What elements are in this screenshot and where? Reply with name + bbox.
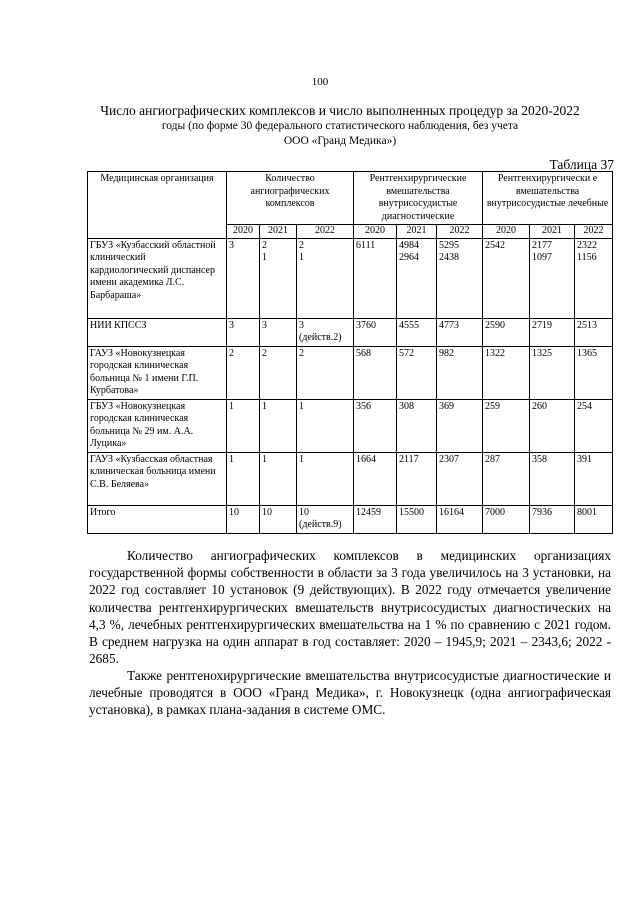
page-number: 100 xyxy=(311,76,329,88)
value-cell: 1 xyxy=(227,452,260,505)
value-cell: 1664 xyxy=(354,452,397,505)
table-row xyxy=(88,346,613,399)
table-label: Таблица 37 xyxy=(549,157,614,172)
year-cell: 2020 xyxy=(483,225,530,239)
year-cell: 2020 xyxy=(354,225,397,239)
org-name-cell: ГБУЗ «Кузбасский областной клинический кардиологический диспансер имени академика Л.С. Барбараша» xyxy=(88,238,227,318)
value-cell: 2590 xyxy=(483,318,530,346)
value-cell: 308 xyxy=(397,399,437,452)
header-treatment: Рентгенхирургически е вмешательства внутрисосудистые лечебные xyxy=(483,172,613,225)
value-cell: 8001 xyxy=(575,505,613,533)
value-cell: 2719 xyxy=(530,318,575,346)
org-name-cell: НИИ КПССЗ xyxy=(88,318,227,346)
value-cell: 259 xyxy=(483,399,530,452)
value-cell: 15500 xyxy=(397,505,437,533)
year-cell: 2022 xyxy=(437,225,483,239)
value-cell: 3 xyxy=(227,238,260,318)
value-cell: 2307 xyxy=(437,452,483,505)
value-cell: 10 (действ.9) xyxy=(297,505,354,533)
value-cell: 4555 xyxy=(397,318,437,346)
value-cell: 4773 xyxy=(437,318,483,346)
value-cell: 16164 xyxy=(437,505,483,533)
title-line-1: Число ангиографических комплексов и число выполненных процедур за 2020-2022 xyxy=(100,103,580,118)
value-cell: 7936 xyxy=(530,505,575,533)
year-cell: 2021 xyxy=(397,225,437,239)
title-line-2: годы (по форме 30 федерального статистического наблюдения, без учета xyxy=(161,120,519,132)
value-cell: 2513 xyxy=(575,318,613,346)
value-cell: 7000 xyxy=(483,505,530,533)
value-cell: 356 xyxy=(354,399,397,452)
value-cell: 1 xyxy=(260,452,297,505)
org-name-cell: ГБУЗ «Новокузнецкая городская клиническая больница № 29 им. А.А. Луцика» xyxy=(88,399,227,452)
value-cell: 568 xyxy=(354,346,397,399)
value-cell: 2 xyxy=(297,346,354,399)
value-cell: 2 1 xyxy=(260,238,297,318)
paragraph-2 xyxy=(89,667,611,719)
table-row xyxy=(88,505,613,533)
value-cell: 260 xyxy=(530,399,575,452)
table-row xyxy=(88,452,613,505)
year-cell: 2022 xyxy=(297,225,354,239)
year-cell: 2022 xyxy=(575,225,613,239)
value-cell: 287 xyxy=(483,452,530,505)
value-cell: 254 xyxy=(575,399,613,452)
header-org: Медицинская организация xyxy=(88,172,227,239)
value-cell: 982 xyxy=(437,346,483,399)
year-cell: 2021 xyxy=(260,225,297,239)
value-cell: 1322 xyxy=(483,346,530,399)
value-cell: 2 1 xyxy=(297,238,354,318)
table-row xyxy=(88,238,613,318)
org-name-cell: ГАУЗ «Новокузнецкая городская клиническая больница № 1 имени Г.П. Курбатова» xyxy=(88,346,227,399)
value-cell: 2 xyxy=(227,346,260,399)
value-cell: 1 xyxy=(297,399,354,452)
value-cell: 3 xyxy=(227,318,260,346)
title-line-3: ООО «Гранд Медика») xyxy=(283,135,397,147)
value-cell: 391 xyxy=(575,452,613,505)
value-cell: 2 xyxy=(260,346,297,399)
org-name-cell: Итого xyxy=(88,505,227,533)
value-cell: 572 xyxy=(397,346,437,399)
data-table xyxy=(87,171,613,534)
value-cell: 5295 2438 xyxy=(437,238,483,318)
value-cell: 6111 xyxy=(354,238,397,318)
value-cell: 1325 xyxy=(530,346,575,399)
year-cell: 2020 xyxy=(227,225,260,239)
header-row xyxy=(88,172,613,225)
value-cell: 1 xyxy=(227,399,260,452)
value-cell: 10 xyxy=(260,505,297,533)
value-cell: 358 xyxy=(530,452,575,505)
header-diagnostic: Рентгенхирургические вмешательства внутрисосудистые диагностические xyxy=(354,172,483,225)
value-cell: 3 (действ.2) xyxy=(297,318,354,346)
value-cell: 369 xyxy=(437,399,483,452)
document-title xyxy=(60,102,620,149)
value-cell: 1 xyxy=(297,452,354,505)
table-row xyxy=(88,399,613,452)
value-cell: 2322 1156 xyxy=(575,238,613,318)
value-cell: 2542 xyxy=(483,238,530,318)
value-cell: 2177 1097 xyxy=(530,238,575,318)
header-complexes: Количество ангиографических комплексов xyxy=(227,172,354,225)
value-cell: 12459 xyxy=(354,505,397,533)
value-cell: 1365 xyxy=(575,346,613,399)
paragraph-1 xyxy=(89,547,611,667)
value-cell: 2117 xyxy=(397,452,437,505)
value-cell: 1 xyxy=(260,399,297,452)
value-cell: 10 xyxy=(227,505,260,533)
value-cell: 3760 xyxy=(354,318,397,346)
org-name-cell: ГАУЗ «Кузбасская областная клиническая больница имени С.В. Беляева» xyxy=(88,452,227,505)
table-row xyxy=(88,318,613,346)
value-cell: 3 xyxy=(260,318,297,346)
paragraph-2-text: Также рентгенохирургические вмешательства внутрисосудистые диагностические и лечебные проводятся в ООО «Гранд Медика», г. Новокузнецк (одна ангиографическая установка), в рамках плана-задания в системе ОМС. xyxy=(89,668,611,718)
paragraph-1-text: Количество ангиографических комплексов в медицинских организациях государственной формы собственности в области за 3 года увеличилось на 3 установки, на 2022 год составляет 10 установок (9 действующих). В 2022 году отмечается увеличение количества рентгенхирургических вмешательств внутрисосудистых диагностических на 4,3 %, лечебных рентгенхирургических вмешательства на 1 % по сравнению с 2021 годом. В среднем нагрузка на один аппарат в год составляет: 2020 – 1945,9; 2021 – 2343,6; 2022 - 2685. xyxy=(89,548,611,667)
year-cell: 2021 xyxy=(530,225,575,239)
value-cell: 4984 2964 xyxy=(397,238,437,318)
